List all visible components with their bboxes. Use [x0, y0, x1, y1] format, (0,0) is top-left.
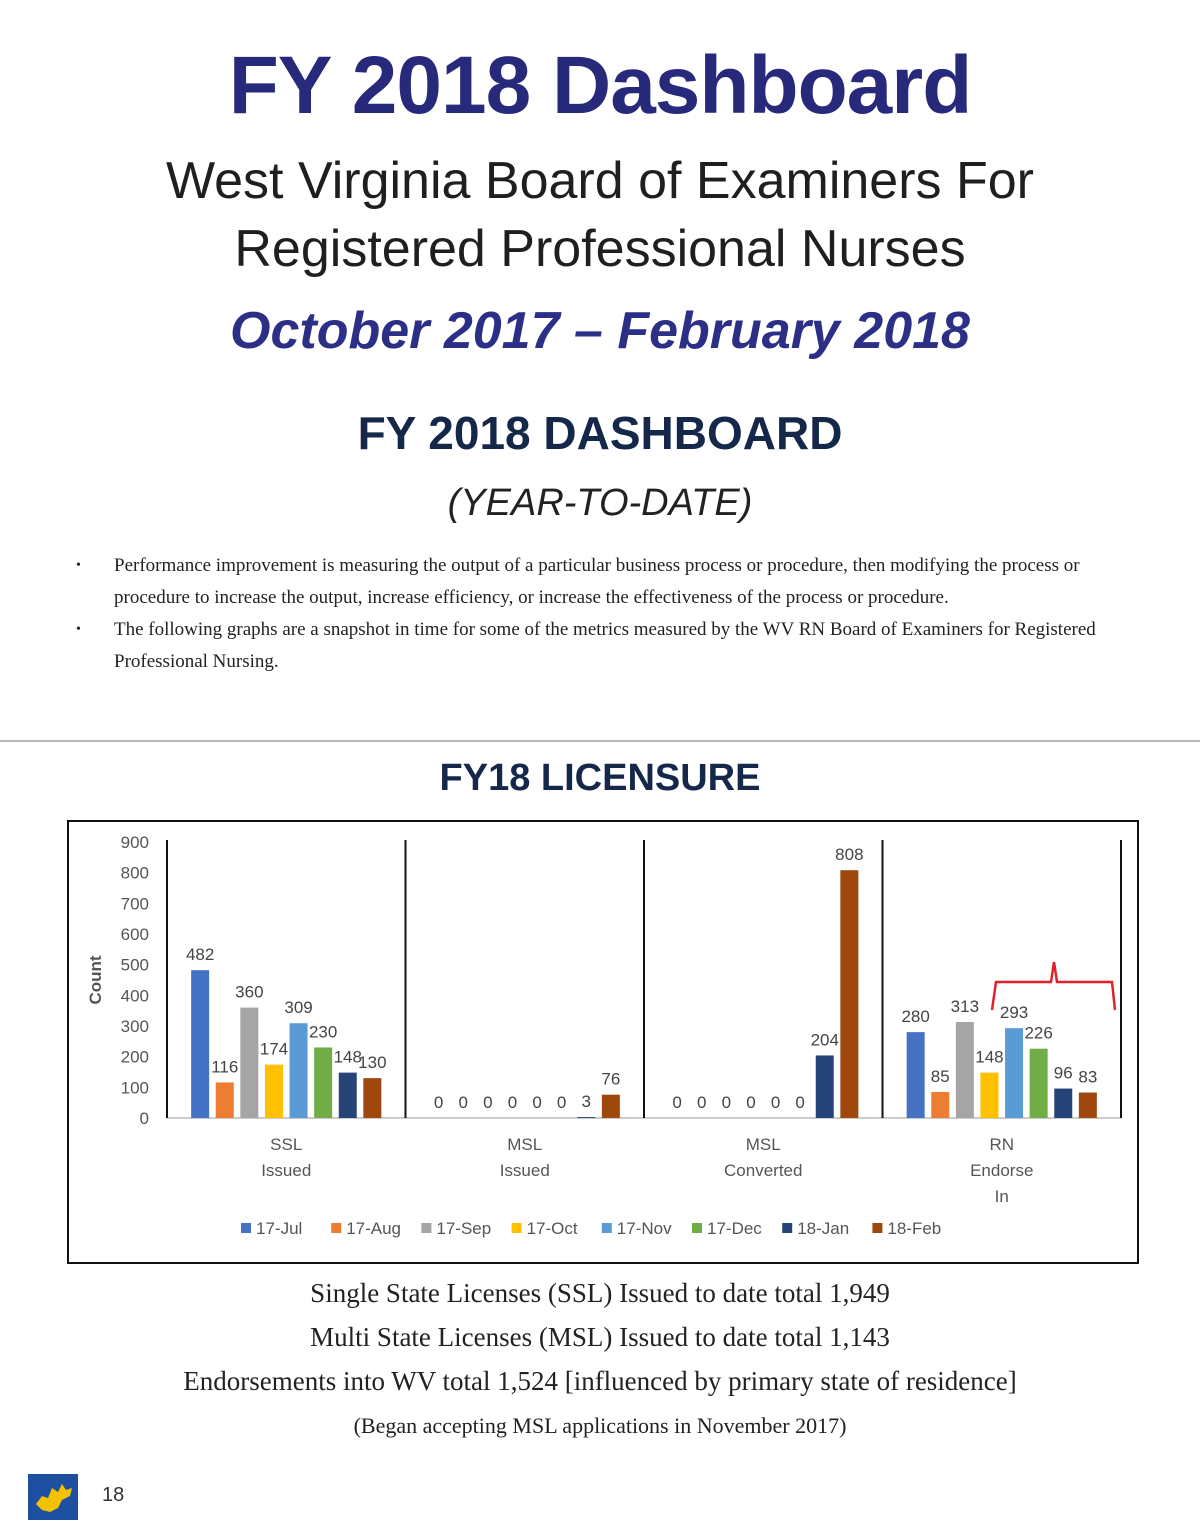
bullet-list [76, 550, 1136, 678]
y-tick-label: 100 [120, 1078, 149, 1098]
y-tick-label: 700 [120, 894, 149, 914]
x-category-label: MSL [507, 1135, 543, 1154]
legend-swatch [602, 1223, 612, 1233]
data-label: 280 [901, 1007, 930, 1027]
data-label: 230 [308, 1022, 338, 1042]
data-label: 0 [532, 1093, 542, 1112]
y-tick-label: 0 [139, 1109, 149, 1128]
summary-endorsements-total: Endorsements into WV total 1,524 [influenced by primary state of residence] [183, 1366, 1017, 1396]
data-label: 0 [721, 1093, 732, 1112]
legend-label: 17-Jul [256, 1219, 303, 1238]
data-label: 116 [211, 1057, 239, 1077]
data-label: 293 [999, 1003, 1029, 1023]
section-title: FY 2018 DASHBOARD [357, 407, 843, 459]
section-divider [0, 740, 1200, 742]
data-label: 76 [601, 1069, 621, 1089]
y-tick-label: 800 [120, 863, 149, 883]
x-category-label: Converted [724, 1161, 803, 1180]
y-tick-label: 500 [120, 955, 149, 975]
data-label: 0 [746, 1093, 756, 1112]
data-label: 0 [507, 1093, 518, 1112]
bullet-text: The following graphs are a snapshot in time for some of the metrics measured by the WV RN Board of Examiners for Registered Professional Nursing. [114, 619, 1096, 672]
y-tick-label: 900 [120, 833, 149, 852]
x-category-label: SSL [270, 1135, 303, 1154]
legend-label: 17-Oct [526, 1219, 578, 1238]
bar [1005, 1028, 1023, 1118]
page-title: FY 2018 Dashboard [228, 40, 972, 131]
x-category-label: MSL [745, 1135, 781, 1154]
data-label: 85 [930, 1066, 950, 1086]
data-label: 0 [556, 1093, 567, 1112]
data-label: 148 [975, 1047, 1004, 1067]
bar [816, 1055, 834, 1118]
chart-frame [67, 820, 1139, 1264]
bar [314, 1047, 332, 1118]
data-label: 0 [795, 1093, 805, 1112]
bar [1054, 1089, 1072, 1118]
bar [907, 1032, 925, 1118]
bar [363, 1078, 381, 1118]
bar [240, 1008, 258, 1118]
bar [290, 1023, 308, 1118]
data-label: 204 [810, 1030, 839, 1050]
bar [602, 1095, 620, 1118]
organization-name-line-2: Registered Professional Nurses [234, 220, 966, 278]
legend-label: 18-Jan [797, 1219, 850, 1238]
y-tick-label: 400 [120, 986, 149, 1006]
x-category-label: RN [989, 1135, 1015, 1154]
data-label: 0 [672, 1093, 682, 1112]
bar [931, 1092, 949, 1118]
legend-swatch [421, 1223, 431, 1233]
bullet-item [76, 614, 1136, 678]
summary-note: (Began accepting MSL applications in November 2017) [353, 1413, 847, 1438]
legend-swatch [241, 1223, 251, 1233]
data-label: 96 [1053, 1063, 1073, 1083]
legend-label: 17-Sep [436, 1219, 492, 1238]
data-label: 0 [770, 1093, 781, 1112]
legend-label: 17-Aug [346, 1219, 402, 1238]
y-axis-title: Count [86, 955, 105, 1005]
data-label: 3 [581, 1092, 591, 1112]
legend-swatch [692, 1223, 702, 1233]
bar [191, 970, 209, 1118]
data-label: 808 [835, 845, 864, 865]
data-label: 83 [1078, 1067, 1098, 1087]
bar [980, 1073, 998, 1118]
x-category-label: Issued [261, 1161, 312, 1180]
bar [577, 1117, 595, 1118]
data-label: 148 [333, 1047, 362, 1067]
data-label: 0 [697, 1093, 707, 1112]
legend-label: 17-Dec [707, 1219, 762, 1238]
y-tick-label: 200 [120, 1047, 149, 1067]
data-label: 174 [259, 1039, 289, 1059]
summary-ssl-total: Single State Licenses (SSL) Issued to date total 1,949 [310, 1278, 890, 1308]
page-number: 18 [102, 1484, 125, 1506]
data-label: 313 [950, 997, 980, 1017]
bar [1030, 1049, 1048, 1118]
bar [840, 870, 858, 1118]
bullet-icon: • [76, 622, 81, 637]
x-category-label: Endorse [970, 1161, 1034, 1180]
data-label: 226 [1024, 1023, 1053, 1043]
data-label: 0 [458, 1093, 468, 1112]
bar [339, 1073, 357, 1118]
data-label: 360 [235, 982, 264, 1002]
bar [216, 1082, 234, 1118]
data-label: 0 [433, 1093, 444, 1112]
west-virginia-state-icon [28, 1474, 78, 1520]
x-category-label: Issued [499, 1161, 550, 1180]
legend-swatch [331, 1223, 341, 1233]
legend-label: 18-Feb [887, 1219, 942, 1238]
licensure-bar-chart [69, 822, 1137, 1262]
data-label: 0 [483, 1093, 493, 1112]
legend-swatch [872, 1223, 882, 1233]
legend-label: 17-Nov [616, 1219, 672, 1238]
bullet-item [76, 550, 1136, 614]
data-label: 482 [185, 945, 215, 965]
bar [1079, 1093, 1097, 1118]
data-label: 309 [284, 998, 313, 1018]
date-range: October 2017 – February 2018 [230, 302, 970, 360]
data-label: 130 [358, 1053, 387, 1073]
y-tick-label: 600 [120, 925, 149, 944]
section-subtitle: (YEAR-TO-DATE) [447, 482, 753, 524]
legend-swatch [512, 1223, 522, 1233]
legend-swatch [782, 1223, 792, 1233]
bar [265, 1065, 283, 1118]
bullet-icon: • [76, 558, 81, 573]
chart-section-title: FY18 LICENSURE [439, 757, 761, 799]
organization-name-line-1: West Virginia Board of Examiners For [166, 152, 1034, 210]
summary-msl-total: Multi State Licenses (MSL) Issued to date total 1,143 [310, 1322, 890, 1352]
y-tick-label: 300 [120, 1017, 149, 1036]
bullet-text: Performance improvement is measuring the output of a particular business process or procedure, then modifying the process or procedure to increase the output, increase efficiency, or increase the effectiveness of the process or procedure. [114, 555, 1080, 608]
x-category-label: In [994, 1187, 1009, 1206]
bar [956, 1022, 974, 1118]
